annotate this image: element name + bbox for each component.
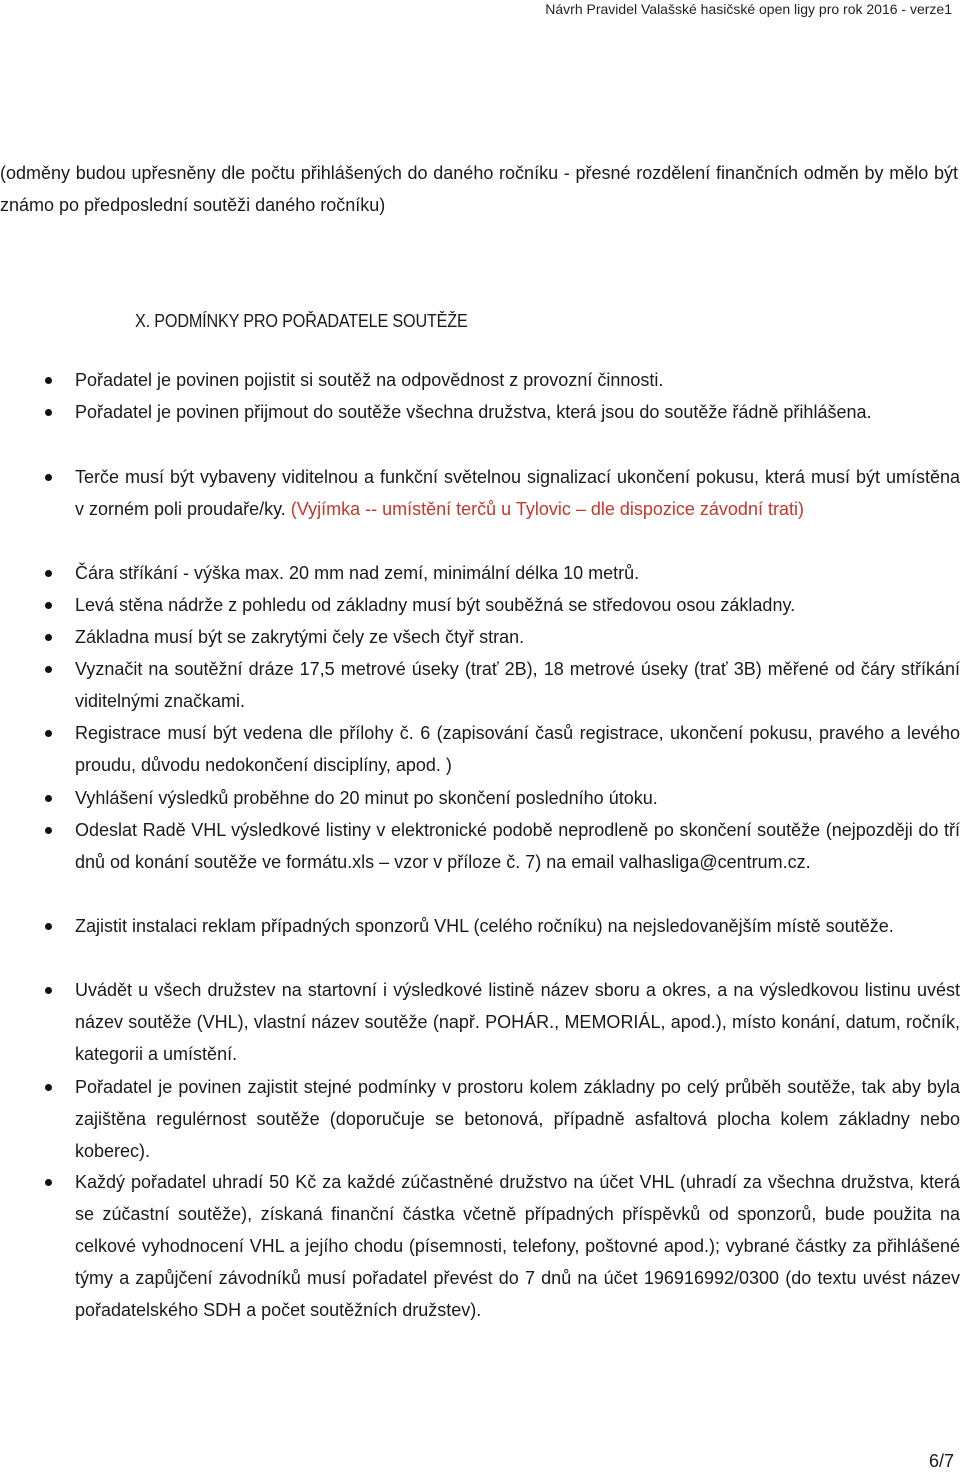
list-item <box>75 814 960 878</box>
list-item <box>75 364 960 396</box>
list-item-text: Čára stříkání - výška max. 20 mm nad zemí, minimální délka 10 metrů. <box>75 563 640 583</box>
exception-note: (Vyjímka -- umístění terčů u Tylovic – dle dispozice závodní trati) <box>290 499 804 519</box>
bullet-icon <box>45 923 52 930</box>
list-item-text: Pořadatel je povinen zajistit stejné podmínky v prostoru kolem základny po celý průběh soutěže, tak aby byla zajištěna regulérnost soutěže (doporučuje se betonová, případně asfaltová plocha kolem základny nebo koberec). <box>75 1077 960 1161</box>
bullet-icon <box>45 666 52 673</box>
list-item-text: Levá stěna nádrže z pohledu od základny musí být souběžná se středovou osou základny. <box>75 595 796 615</box>
list-item-text: Odeslat Radě VHL výsledkové listiny v elektronické podobě neprodleně po skončení soutěže (nejpozději do tří dnů od konání soutěže ve formátu.xls – vzor v příloze č. 7) na email valhasliga@centrum.cz. <box>75 820 960 872</box>
list-item-text: Základna musí být se zakrytými čely ze všech čtyř stran. <box>75 627 525 647</box>
list-item-text-main: Terče musí být vybaveny viditelnou a funkční světelnou signalizací ukončení pokusu, která musí být umístěna v zorném poli proudaře/ky. <box>75 467 960 519</box>
list-item-text: Vyznačit na soutěžní dráze 17,5 metrové úseky (trať 2B), 18 metrové úseky (trať 3B) měřené od čáry stříkání viditelnými značkami. <box>75 659 960 711</box>
bullet-icon <box>45 730 52 737</box>
list-item <box>75 589 960 621</box>
bullet-icon <box>45 1179 52 1186</box>
list-item <box>75 653 960 717</box>
section-heading: X. PODMÍNKY PRO POŘADATELE SOUTĚŽE <box>135 311 468 331</box>
list-item-text: Pořadatel je povinen pojistit si soutěž na odpovědnost z provozní činnosti. <box>75 370 664 390</box>
page-number: 6/7 <box>928 1451 954 1471</box>
bullet-icon <box>45 987 52 994</box>
list-item <box>75 782 960 814</box>
page-header-title: Návrh Pravidel Valašské hasičské open ligy pro rok 2016 - verze1 <box>545 1 952 17</box>
bullet-icon <box>45 377 52 384</box>
list-item <box>75 1071 960 1167</box>
bullet-icon <box>45 602 52 609</box>
list-item <box>75 910 960 942</box>
list-item-text: Registrace musí být vedena dle přílohy č. 6 (zapisování časů registrace, ukončení pokusu, pravého a levého proudu, důvodu nedokončení disciplíny, apod. ) <box>75 723 960 775</box>
bullet-icon <box>45 1084 52 1091</box>
list-item <box>75 974 960 1070</box>
list-item <box>75 461 960 525</box>
list-item <box>75 396 960 428</box>
list-item-text: Vyhlášení výsledků proběhne do 20 minut po skončení posledního útoku. <box>75 788 658 808</box>
list-item <box>75 1166 960 1326</box>
list-item-text: Zajistit instalaci reklam případných sponzorů VHL (celého ročníku) na nejsledovanějším místě soutěže. <box>75 916 894 936</box>
list-item-text: Uvádět u všech družstev na startovní i výsledkové listině název sboru a okres, a na výsledkovou listinu uvést název soutěže (VHL), vlastní název soutěže (např. POHÁR., MEMORIÁL, apod.), místo konání, datum, ročník, kategorii a umístění. <box>75 980 960 1064</box>
intro-paragraph <box>0 157 958 221</box>
list-item <box>75 621 960 653</box>
list-item <box>75 557 960 589</box>
bullet-icon <box>45 474 52 481</box>
list-item <box>75 717 960 781</box>
list-item-text: Každý pořadatel uhradí 50 Kč za každé zúčastněné družstvo na účet VHL (uhradí za všechna družstva, která se zúčastní soutěže), získaná finanční částka včetně případných příspěvků od sponzorů, bude použita na celkové vyhodnocení VHL a jejího chodu (písemnosti, telefony, poštovné apod.); vybrané částky za přihlášené týmy a zapůjčení závodníků musí pořadatel převést do 7 dnů na účet 196916992/0300 (do textu uvést název pořadatelského SDH a počet soutěžních družstev). <box>75 1172 960 1320</box>
bullet-icon <box>45 827 52 834</box>
intro-text: (odměny budou upřesněny dle počtu přihlášených do daného ročníku - přesné rozdělení finančních odměn by mělo být známo po předposlední soutěži daného ročníku) <box>0 163 958 215</box>
list-item-text: Pořadatel je povinen přijmout do soutěže všechna družstva, která jsou do soutěže řádně přihlášena. <box>75 402 872 422</box>
bullet-icon <box>45 570 52 577</box>
list-item-text <box>75 461 960 525</box>
bullet-icon <box>45 795 52 802</box>
bullet-icon <box>45 409 52 416</box>
bullet-icon <box>45 634 52 641</box>
